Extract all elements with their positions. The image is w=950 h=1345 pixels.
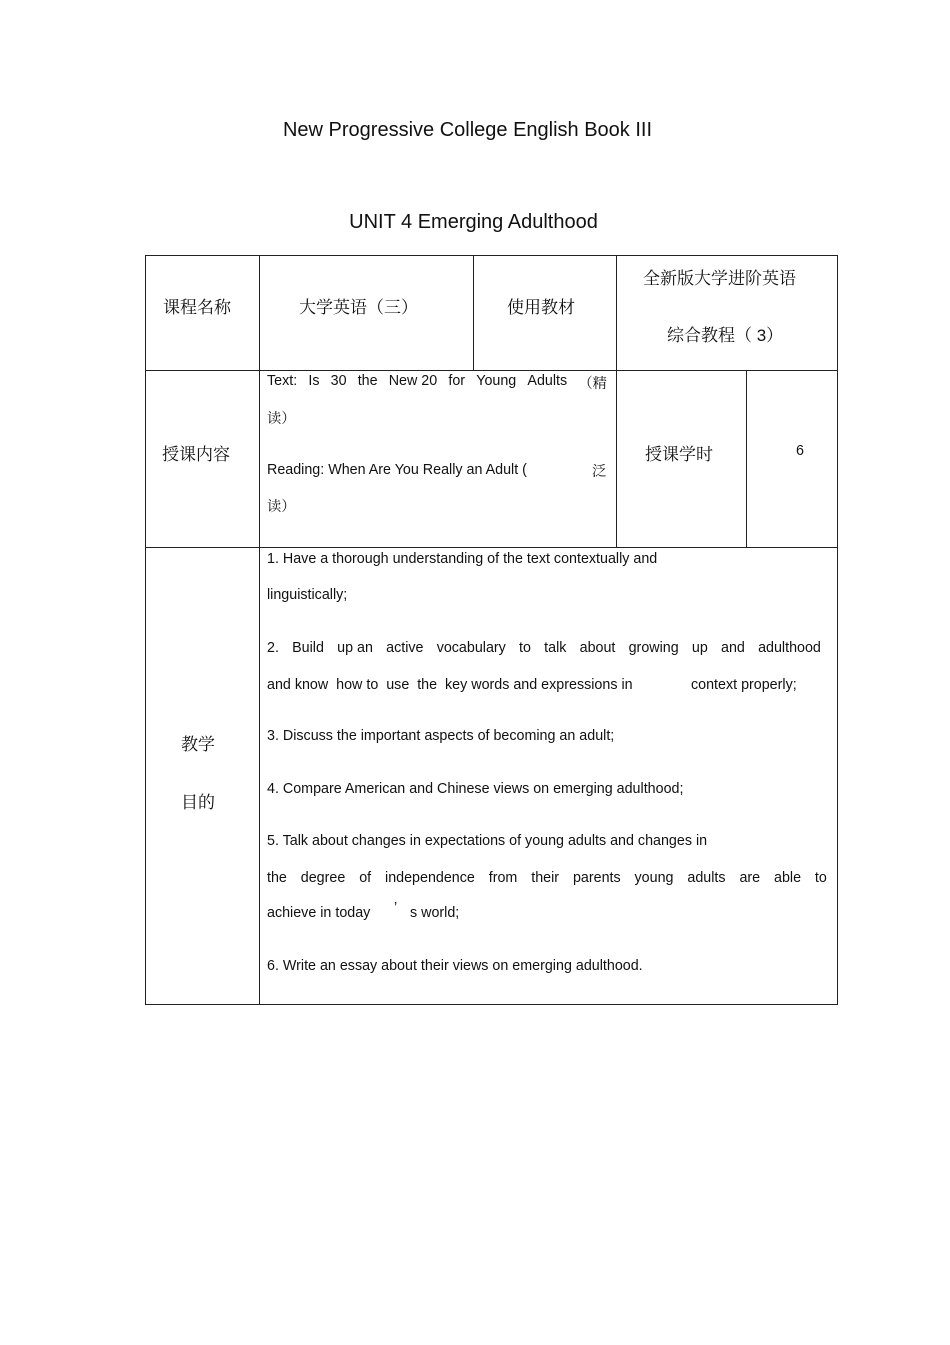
word: to [519,640,531,656]
objective-4: 4. Compare American and Chinese views on emerging adulthood; [267,781,684,797]
column-divider-row1-a [473,255,474,371]
content-label: 授课内容 [162,445,230,464]
column-divider-row1-b [616,255,617,548]
unit-title: UNIT 4 Emerging Adulthood [349,211,598,233]
word: Build [292,640,324,656]
table-border-left [145,255,146,1005]
objective-5-line3-part2: s world; [410,905,460,921]
word: adulthood [758,640,821,656]
reading-item-tail: 泛 [592,464,607,480]
text-item-line2: 读） [267,411,296,427]
word: 2. [267,640,279,656]
objective-2-line1 [267,640,821,656]
course-name-label: 课程名称 [163,298,231,317]
word: about [579,640,616,656]
word: Young [476,373,517,389]
objective-1-line2: linguistically; [267,587,348,603]
word: for [448,373,466,389]
word: are [739,870,761,886]
table-border-top [145,255,838,256]
word: of [359,870,372,886]
objective-6: 6. Write an essay about their views on emerging adulthood. [267,958,643,974]
objective-5-line3-apostrophe: ’ [394,900,398,916]
objective-5-line2 [267,870,827,886]
word: 30 [330,373,347,389]
word: up [691,640,708,656]
word: vocabulary [436,640,506,656]
word: Is [308,373,320,389]
reading-item-line2: 读） [267,499,296,515]
objective-5-line1: 5. Talk about changes in expectations of young adults and changes in [267,833,708,849]
word: and [721,640,745,656]
textbook-label: 使用教材 [507,298,575,317]
objectives-label-line1: 教学 [181,735,215,754]
word: up an [337,640,373,656]
row-divider-2 [145,547,838,548]
word: from [488,870,518,886]
word: Adults [527,373,568,389]
column-divider-label [259,255,260,1005]
word: adults [687,870,726,886]
word: talk [544,640,567,656]
hours-value: 6 [796,443,804,459]
textbook-value-line1: 全新版大学进阶英语 [643,269,796,288]
word: Text: [267,373,298,389]
word: active [386,640,424,656]
word: parents [572,870,621,886]
word: able [774,870,802,886]
word: degree [300,870,346,886]
word: the [357,373,378,389]
objectives-label-line2: 目的 [181,793,215,812]
word: （精 [578,376,607,392]
book-title: New Progressive College English Book III [282,119,653,141]
reading-item-main: Reading: When Are You Really an Adult ( [267,462,527,478]
row-divider-1 [145,370,838,371]
objective-2-line2-part2: context properly; [691,677,797,693]
textbook-value-line2: 综合教程（ 3） [667,326,784,345]
table-border-right [837,255,838,1005]
word: New 20 [388,373,438,389]
objective-1-line1: 1. Have a thorough understanding of the text contextually and [267,551,658,567]
objective-2-line2-part1: and know how to use the key words and expressions in [267,677,633,693]
word: growing [628,640,679,656]
text-item-line1 [267,373,607,393]
table-border-bottom [145,1004,838,1005]
hours-label: 授课学时 [645,445,713,464]
objective-3: 3. Discuss the important aspects of becoming an adult; [267,728,615,744]
word: independence [385,870,475,886]
column-divider-row2 [746,370,747,548]
objective-5-line3-part1: achieve in today [267,905,371,921]
word: their [531,870,560,886]
word: young [634,870,674,886]
word: the [267,870,287,886]
course-name-value: 大学英语（三） [299,298,418,317]
word: to [814,870,827,886]
